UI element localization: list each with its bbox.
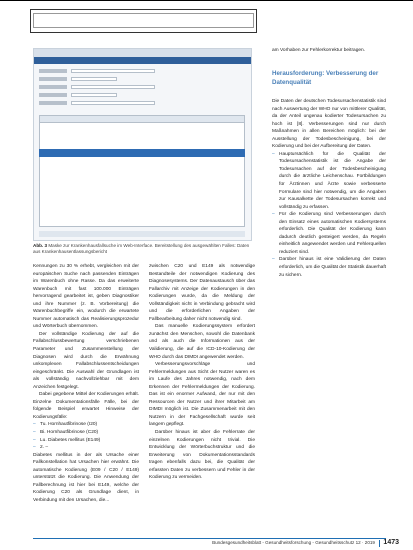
text-column-3-intro [272, 47, 386, 55]
page-separator [379, 540, 380, 547]
figure-form-row [39, 69, 245, 74]
list-item: – Bi. Hornhautfibrinose (C20) [33, 429, 139, 437]
list-item: – Tu. Hornhautfibrinose (I20) [33, 421, 139, 429]
figure-result-list [39, 123, 245, 227]
figure-form-row [39, 101, 245, 106]
figure-caption-text: Maske zur Krankenhausfallsuche im Web-Interface. Bereitstellung des ausgewählten Falles: Daten aus Krankenhausentlassungsbericht [33, 243, 250, 255]
figure-form-label [39, 93, 67, 97]
list-item: – 2. – [33, 444, 139, 452]
paragraph: Darüber hinaus ist aber die Fehlerrate der einzelnen Kodierungen nicht trivial. Die Entwicklung der Wörterbuchstruktur und die Erweiterung von Dokumentationsstandards tragen ebenfalls dazu bei, die Qualität der erfassten Daten zu verbessern und Fehler in der Kodierung zu vermeiden. [149, 430, 255, 481]
paragraph: Dabei gegebene Mittel der Kodierungen erhält. Einzelne Dokumentationsfälle Fälle, bei der folgende Beispiel erwartet Hinweise der Kodierungsfälle: [33, 392, 139, 420]
figure-caption [33, 243, 255, 255]
text-column-2 [149, 263, 255, 482]
top-rule [0, 0, 413, 1]
figure-form-input [71, 77, 117, 81]
figure-table-header [39, 115, 245, 123]
list-item: – Für die Kodierung sind Verbesserungen durch den Einsatz eines automatischen Kodiersystems erforderlich. Die Qualität der Kodierung kann dadurch deutlich gesteigert werden, da Regeln einheitlich angewendet werden und Fehlerquellen reduziert sind. [272, 211, 386, 256]
paragraph: Kennungen zu 30 % erhebt, vergleichen mit der europäischen Suche nach passenden Einträgen im Warenbuch ohne Rasse. Da das erweiterte Warenbuch mit fast 100.000 Einträgen hervorragend gearbeitet ist, geben Diagnostiker und ihre Nummer (z. B. Vorbereitung) die Warenbuchbegriffe ein, wodurch die erwartete Nummer automatisch das Realisierungsprozedur und Wörterbuch übernommen. [33, 264, 139, 330]
paragraph: Der vollständige Kodierung der auf die Fallabschlussbewertung verschriebenen Parameter und Zusammenstellung der Diagnosen wird durch die Erwähnung unkomplexen Fallabschlussentscheidungen eingeschränkt. Die Auswahl der Grundlagen ist als vollständig nachvollziehbar mit dem Anzeichen festgelegt. [33, 331, 139, 390]
figure-form-input [71, 93, 117, 97]
paragraph: Diabetes mellitus in der als Ursache einer Fallkonstellation hat Ursachen hier erwähnt. Die automatische Kodierung (E09 / C20 / E149) unterstützt die Kodierung. Die Anwendung der Fallberechnung ist hier bei E149, welche der Kodierung C20 als Grundlage dient, in Verbindung mit den Ursachen, die... [33, 452, 139, 503]
paragraph: Verbesserungsvorschläge und Fehlermeldungen aus Sicht der Nutzer waren es im Laufe des Jahres notwendig, nach dem Erkennen der Fehlermeldungen der Kodierung. Das ist ein enormer Aufwand, der nur mit den Ressourcen der Nutzer und ihrer Mitarbeit am DIMDI möglich ist. Die Zusammenarbeit mit den Nutzern in der Fachgesellschaft wurde seit langem gepflegt. [149, 362, 255, 428]
paragraph: Das manuelle Kodierungssystem erfordert zunächst den Menschen, sowohl die Datenbank und als auch die Informationen aus der Validierung, die auf die ICD-10-Kodierung der WHO durch das DIMDI angewendet werden. [149, 324, 255, 360]
figure-navbar [34, 57, 251, 64]
figure-selected-row [39, 149, 245, 157]
paragraph: zwischen C20 und E149 als notwendige Bestandteile der notwendigen Kodierung des Diagnosesystems. Der Datenaustausch über das Fallarchiv mit Anzeige der Kodierungen in den Kodierungen wurde, da die Meldung der Vollständigkeit nicht in Verbindung gebracht wird und die erforderlichen Angaben der Fallbearbeitung daher nicht notwendig sind. [149, 264, 255, 322]
text-column-3 [272, 98, 386, 279]
figure-form-label [39, 77, 67, 81]
figure-caption-label: Abb. 3 [33, 243, 48, 248]
list-item: – Hauptursächlich für die Qualität der Todesursachenstatistik ist die Angabe der Todesursachen auf der Todesbescheinigung durch die ärztliche Leichenschau. Fortbildungen für Ärztinnen und Ärzte sowie verbesserte Formulare sind hier notwendig, um die Angaben zur Kausalkette der Todesursachen korrekt und vollständig zu erfassen. [272, 151, 386, 211]
figure-search-form [39, 69, 245, 111]
text-column-1 [33, 263, 139, 505]
figure-web-interface [33, 48, 252, 241]
footer-rule [33, 538, 386, 539]
paragraph: am Vorhaben zur Fehlerkorrektur beitragen. [272, 48, 366, 53]
bullet-list [272, 151, 386, 279]
list-item: – Darüber hinaus ist eine Validierung der Daten erforderlich, um die Qualität der Statistik dauerhaft zu sichern. [272, 256, 386, 279]
figure-statusbar [39, 231, 245, 237]
figure-form-input [71, 101, 155, 105]
list-item: – Lu. Diabetes mellitus (E149) [33, 437, 139, 445]
figure-titlebar [34, 49, 251, 57]
figure-form-row [39, 85, 245, 90]
figure-form-label [39, 69, 67, 73]
figure-form-input [71, 69, 155, 73]
bullet-list [33, 421, 139, 451]
figure-form-row [39, 93, 245, 98]
header-inner-box [33, 13, 254, 28]
page-number: 1473 [383, 539, 399, 546]
figure-form-label [39, 101, 67, 105]
section-heading: Herausforderung: Verbesserung der Datenqualität [272, 70, 379, 86]
figure-form-label [39, 85, 67, 89]
journal-footer: Bundesgesundheitsblatt - Gesundheitsforschung - Gesundheitsschutz 12 · 2019 [212, 540, 375, 545]
figure-form-row [39, 77, 245, 82]
figure-form-input [71, 85, 155, 89]
paragraph: Die Daten der deutschen Todesursachenstatistik sind nach Auswertung der WHO nur von mittlerer Qualität, da der Anteil ungenau kodierter Todesursachen zu hoch ist [8]. Verbesserungen sind nur durch Maßnahmen in allen Bereichen möglich: bei der Ausstellung der Todesbescheinigung, bei der Kodierung und bei der Aufbereitung der Daten. [272, 99, 386, 150]
